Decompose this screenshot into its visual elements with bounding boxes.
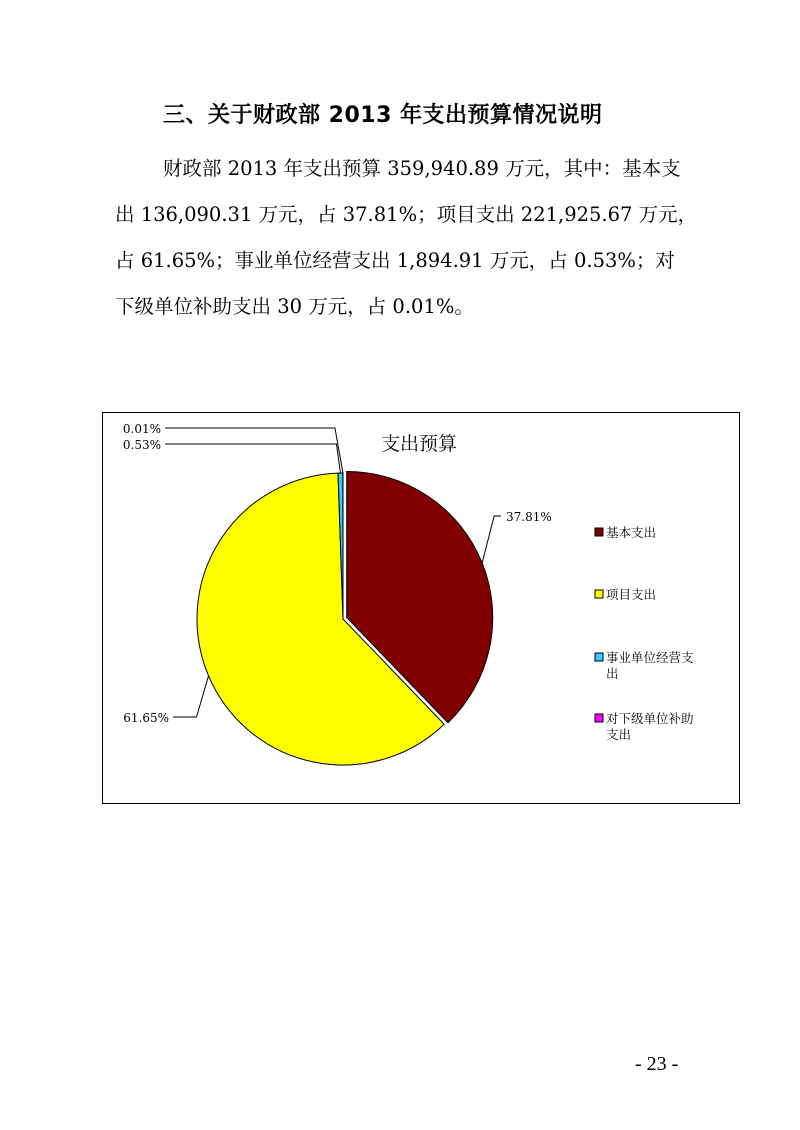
legend-label: 出 <box>606 666 619 681</box>
legend-label: 对下级单位补助 <box>606 711 694 726</box>
legend-label: 基本支出 <box>606 525 657 540</box>
legend-label: 项目支出 <box>606 587 657 602</box>
paragraph-line: 出 136,090.31 万元，占 37.81%；项目支出 221,925.67 万元， <box>115 203 698 226</box>
budget-pie-chart <box>102 412 740 804</box>
data-label: 0.53% <box>122 438 161 452</box>
data-label: 0.01% <box>122 422 161 436</box>
data-label: 61.65% <box>123 711 169 725</box>
data-label: 37.81% <box>506 510 552 524</box>
legend-label: 支出 <box>606 727 632 742</box>
budget-paragraph <box>115 146 705 330</box>
paragraph-line: 财政部 2013 年支出预算 359,940.89 万元，其中：基本支 <box>163 157 681 180</box>
page-number: - 23 - <box>635 1053 679 1075</box>
leader-line <box>165 444 340 473</box>
paragraph-line: 占 61.65%；事业单位经营支出 1,894.91 万元，占 0.53%；对 <box>115 249 675 272</box>
pie-chart-canvas <box>103 413 739 803</box>
chart-title: 支出预算 <box>380 433 458 455</box>
legend-swatch <box>595 590 603 598</box>
section-heading: 三、关于财政部 2013 年支出预算情况说明 <box>163 103 603 128</box>
leader-line <box>173 676 209 717</box>
leader-line <box>165 428 343 473</box>
legend-swatch <box>595 528 603 536</box>
legend-swatch <box>595 714 603 722</box>
legend-label: 事业单位经营支 <box>606 650 694 665</box>
leader-line <box>482 516 501 563</box>
paragraph-line: 下级单位补助支出 30 万元，占 0.01%。 <box>115 295 474 318</box>
legend-swatch <box>595 653 603 661</box>
